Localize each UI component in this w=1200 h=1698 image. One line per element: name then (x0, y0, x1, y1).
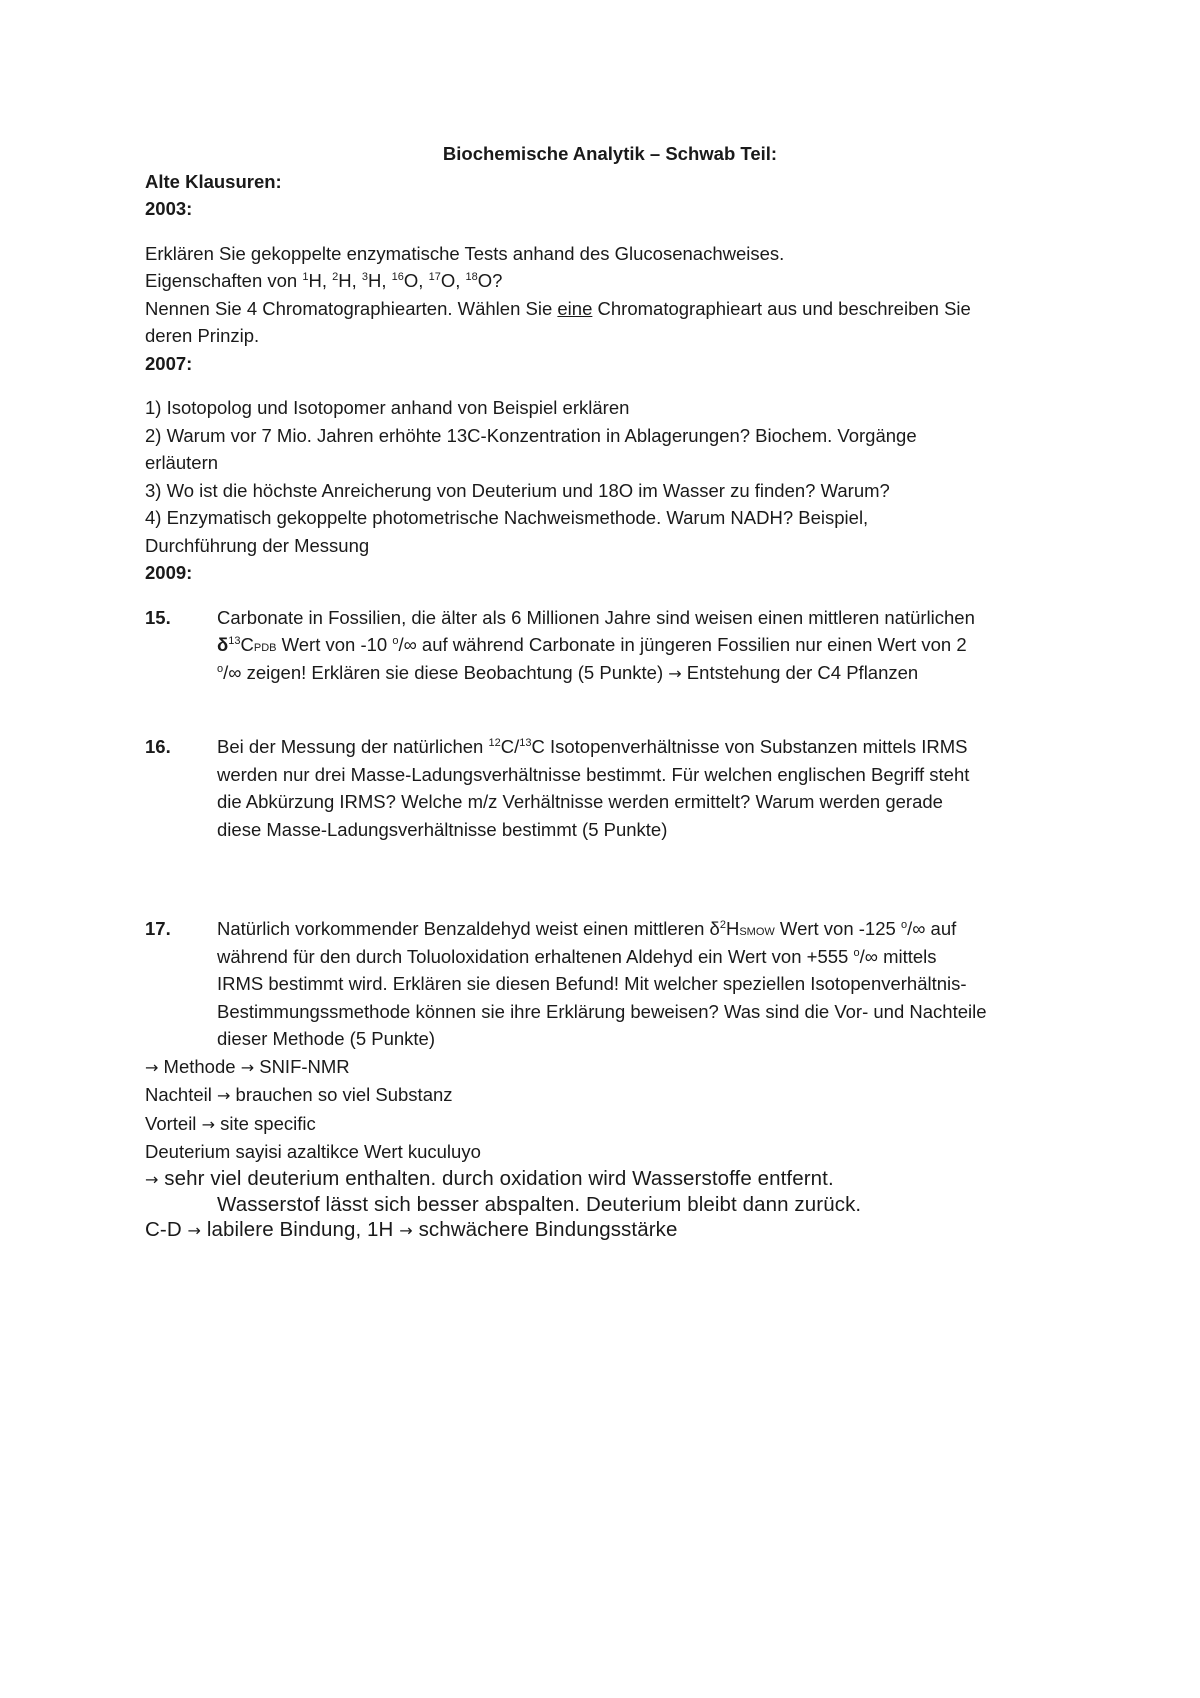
permil-symbol: /∞ (907, 918, 926, 939)
arrow-icon: → (399, 1220, 413, 1240)
text-line: 4) Enzymatisch gekoppelte photometrische Nachweismethode. Warum NADH? Beispiel, (145, 507, 869, 528)
section-2007-content (145, 394, 1075, 559)
note-line: Deuterium sayisi azaltikce Wert kuculuyo (145, 1141, 481, 1162)
text-span: O, (403, 270, 429, 291)
text-span: SNIF-NMR (254, 1055, 350, 1077)
superscript: 12 (488, 736, 501, 749)
arrow-icon: → (145, 1169, 159, 1189)
text-span: Bei der Messung der natürlichen (217, 736, 489, 757)
text-line: diese Masse-Ladungsverhältnisse bestimmt (5 Punkte) (217, 818, 668, 840)
text-span: site specific (214, 1112, 316, 1134)
text-span: sehr viel deuterium enthalten. durch oxidation wird Wasserstoffe entfernt. (158, 1166, 834, 1190)
arrow-icon: → (216, 1086, 231, 1105)
text-span: Eigenschaften von (145, 270, 303, 291)
superscript: 1 (302, 270, 309, 283)
text-span: C Isotopenverhältnisse von Substanzen mittels IRMS (531, 736, 968, 757)
arrow-icon: → (187, 1220, 202, 1240)
text-line: 1) Isotopolog und Isotopomer anhand von Beispiel erklären (145, 397, 630, 418)
text-span: Vorteil (145, 1112, 202, 1134)
superscript: o (900, 918, 908, 931)
arrow-icon: → (668, 663, 682, 683)
delta-symbol: δ (217, 634, 229, 655)
isotope-line (145, 267, 1075, 295)
section-2003-content (145, 240, 1075, 350)
note-line (145, 1217, 1075, 1243)
subscript: SMOW (739, 926, 775, 938)
text-line (217, 659, 1075, 688)
text-line: 3) Wo ist die höchste Anreicherung von Deuterium und 18O im Wasser zu finden? Warum? (145, 479, 890, 501)
superscript: 2 (719, 918, 726, 931)
text-span: H (725, 918, 740, 939)
text-line (217, 915, 1075, 943)
note-line: Wasserstof lässt sich besser abspalten. Deuterium bleibt dann zurück. (217, 1192, 862, 1216)
text-line (145, 295, 1075, 323)
superscript: o (853, 946, 860, 959)
text-span: Methode (158, 1055, 241, 1077)
text-span: schwächere Bindungsstärke (412, 1217, 678, 1241)
section-heading-2003: 2003: (145, 198, 193, 219)
permil-symbol: /∞ (398, 634, 417, 655)
text-span: H, (338, 270, 362, 291)
text-line (217, 943, 1075, 971)
text-line: deren Prinzip. (145, 325, 260, 346)
arrow-icon: → (240, 1057, 255, 1077)
arrow-icon: → (145, 1057, 159, 1077)
text-span: mittels (877, 945, 937, 967)
text-span: auf während Carbonate in jüngeren Fossilien nur einen Wert von 2 (416, 634, 967, 655)
underlined-word: eine (557, 297, 593, 319)
subscript: PDB (253, 642, 277, 654)
superscript: 2 (332, 270, 339, 283)
text-line: 2) Warum vor 7 Mio. Jahren erhöhte 13C-Konzentration in Ablagerungen? Biochem. Vorgänge (145, 424, 917, 446)
text-span: zeigen! Erklären sie diese Beobachtung (5 Punkte) (241, 661, 669, 683)
text-span: während für den durch Toluoloxidation erhaltenen Aldehyd ein Wert von +555 (217, 945, 854, 967)
text-span: Wert von -125 (774, 918, 901, 939)
text-span: H, (308, 270, 333, 291)
text-span: labilere Bindung, 1H (201, 1217, 400, 1241)
superscript: o (217, 662, 224, 675)
superscript: 13 (519, 736, 532, 749)
question-number: 17. (145, 918, 171, 939)
note-line (145, 1110, 1075, 1139)
text-line: IRMS bestimmt wird. Erklären sie diesen Befund! Mit welcher speziellen Isotopenverhältnis- (217, 973, 967, 994)
text-line (217, 631, 1075, 659)
text-span: auf (925, 918, 957, 939)
text-line: Erklären Sie gekoppelte enzymatische Tests anhand des Glucosenachweises. (145, 242, 785, 264)
note-line (145, 1053, 1075, 1082)
text-line: dieser Methode (5 Punkte) (217, 1028, 436, 1049)
superscript: 3 (361, 270, 369, 283)
section-heading-2009: 2009: (145, 562, 193, 583)
text-span: Nennen Sie 4 Chromatographiearten. Wählen Sie (145, 297, 558, 319)
text-line (217, 733, 1075, 761)
text-span: Nachteil (145, 1084, 217, 1105)
question-17 (145, 915, 1075, 1053)
answer-notes (145, 1053, 1075, 1243)
superscript: 13 (228, 634, 241, 647)
superscript: 16 (391, 270, 404, 283)
text-span: C-D (145, 1217, 188, 1241)
text-span: C (240, 634, 254, 655)
permil-symbol: /∞ (223, 661, 242, 683)
superscript: 17 (428, 270, 441, 283)
text-span: O, (440, 270, 466, 291)
document-body (145, 140, 1075, 1243)
question-15 (145, 604, 1075, 688)
document-title: Biochemische Analytik – Schwab Teil: (442, 143, 778, 164)
text-span: brauchen so viel Substanz (230, 1084, 453, 1105)
text-span: Chromatographieart aus und beschreiben Sie (592, 297, 971, 319)
text-line: Bestimmungssmethode können sie ihre Erklärung beweisen? Was sind die Vor- und Nachteile (217, 1000, 987, 1022)
section-heading-2007: 2007: (145, 352, 193, 374)
text-span: Wert von -10 (276, 634, 393, 655)
text-line: Carbonate in Fossilien, die älter als 6 Millionen Jahre sind weisen einen mittleren natürlichen (217, 606, 975, 628)
text-span: O? (477, 270, 503, 291)
superscript: 18 (465, 270, 478, 283)
note-line (145, 1081, 1075, 1110)
question-16 (145, 733, 1075, 843)
text-line: erläutern (145, 452, 219, 473)
text-span: Entstehung der C4 Pflanzen (681, 661, 919, 683)
document-subtitle: Alte Klausuren: (145, 170, 282, 192)
note-line (145, 1166, 1075, 1192)
question-number: 16. (145, 736, 171, 757)
permil-symbol: /∞ (859, 945, 878, 967)
text-span: C/ (500, 736, 520, 757)
question-number: 15. (145, 606, 171, 628)
superscript: o (392, 634, 399, 647)
text-line: die Abkürzung IRMS? Welche m/z Verhältnisse werden ermittelt? Warum werden gerade (217, 791, 943, 812)
text-line: Durchführung der Messung (145, 534, 370, 556)
text-span: H, (368, 270, 392, 291)
text-span: Natürlich vorkommender Benzaldehyd weist einen mittleren δ (217, 918, 720, 939)
arrow-icon: → (201, 1114, 215, 1134)
text-line: werden nur drei Masse-Ladungsverhältnisse bestimmt. Für welchen englischen Begriff steht (217, 763, 970, 785)
